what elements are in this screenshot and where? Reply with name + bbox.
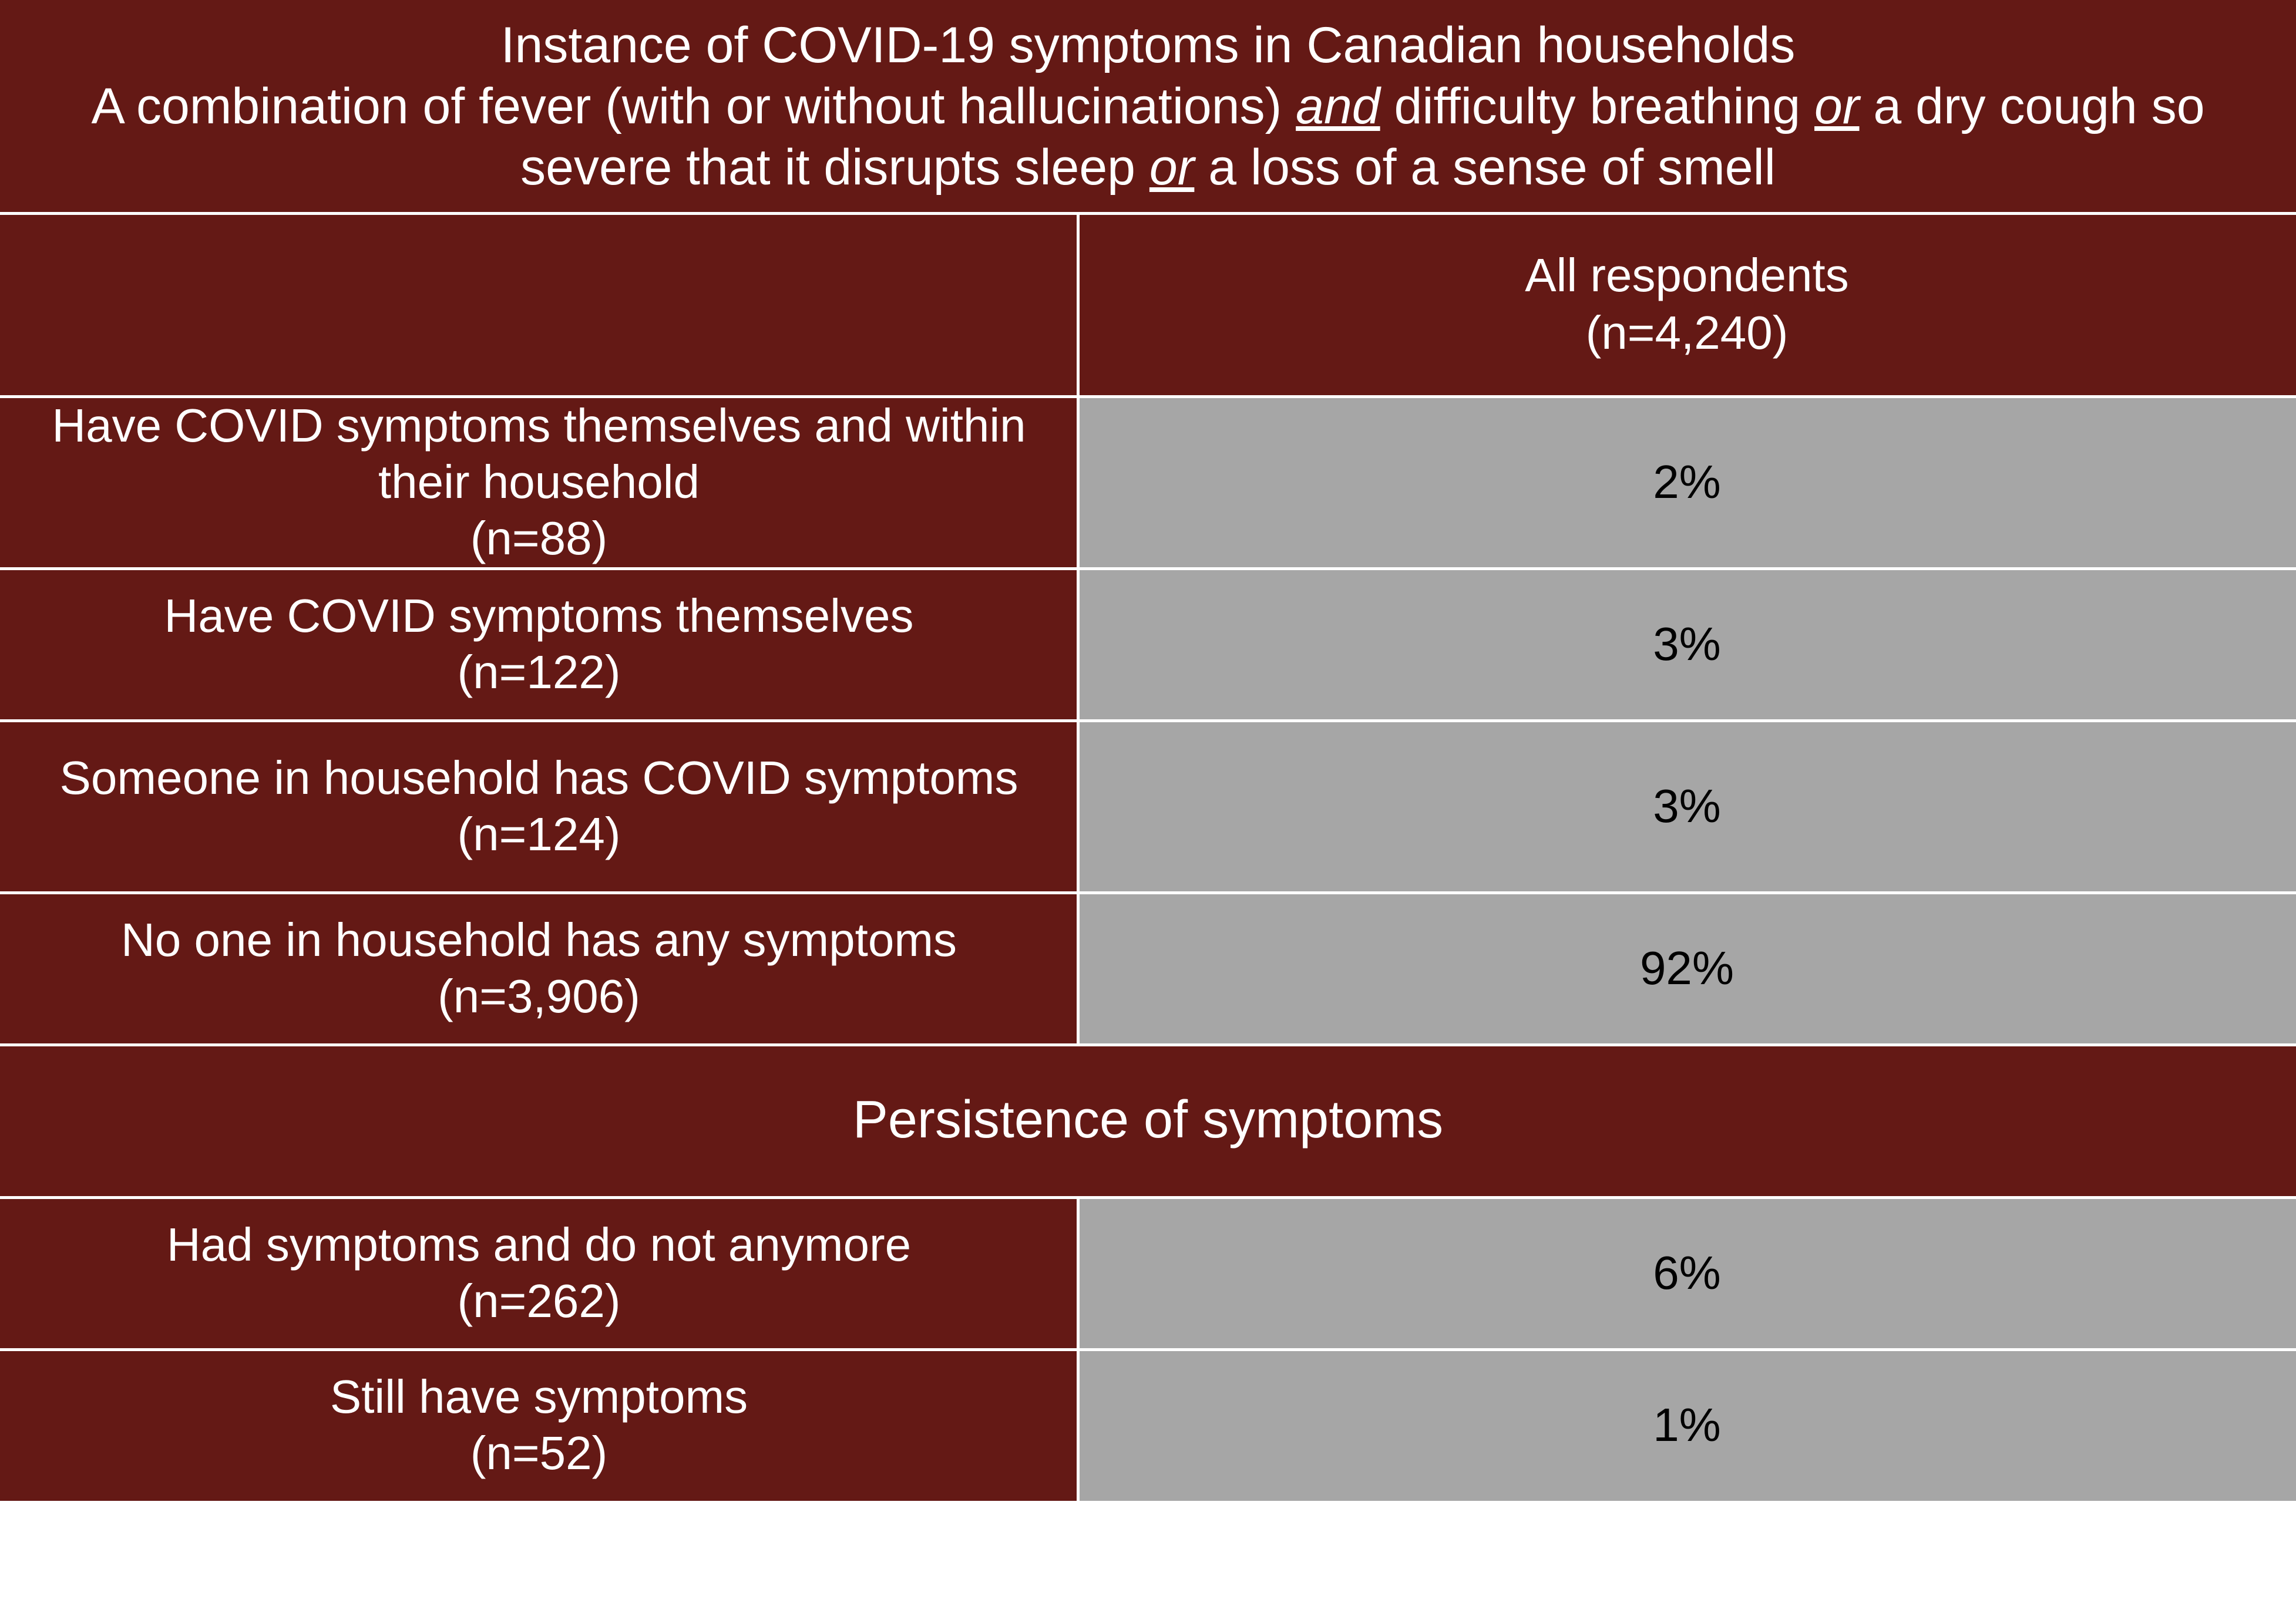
symptom-row-label-cell — [0, 396, 1078, 568]
persistence-row-n: (n=52) — [470, 1426, 608, 1479]
symptom-row-label-cell — [0, 568, 1078, 720]
grid-line — [0, 395, 2296, 398]
symptom-row-value: 2% — [1078, 396, 2296, 568]
symptom-row-n: (n=88) — [470, 511, 608, 564]
column-header-all-respondents — [1078, 213, 2296, 396]
grid-line — [0, 212, 2296, 215]
persistence-row-value: 1% — [1078, 1349, 2296, 1501]
symptom-row-n: (n=124) — [457, 807, 621, 860]
symptom-row-value: 3% — [1078, 568, 2296, 720]
persistence-row-n: (n=262) — [457, 1274, 621, 1327]
table-title-block — [0, 0, 2296, 213]
grid-line — [0, 719, 2296, 722]
grid-line — [0, 1348, 2296, 1351]
symptom-row-label-cell — [0, 892, 1078, 1044]
column-header-label: All respondents — [1525, 249, 1849, 301]
grid-line — [1077, 213, 1080, 1044]
grid-line — [0, 567, 2296, 570]
persistence-row-label: Had symptoms and do not anymore — [166, 1218, 912, 1271]
persistence-row-label-cell — [0, 1349, 1078, 1501]
subtitle-emphasis: or — [1814, 78, 1860, 134]
symptom-row-n: (n=122) — [457, 645, 621, 698]
persistence-row-label-cell — [0, 1197, 1078, 1349]
persistence-row-value: 6% — [1078, 1197, 2296, 1349]
grid-line — [0, 891, 2296, 894]
grid-line — [0, 1196, 2296, 1199]
persistence-row-label: Still have symptoms — [330, 1370, 748, 1423]
symptom-row-value: 92% — [1078, 892, 2296, 1044]
header-empty-cell — [0, 213, 1078, 396]
symptom-row-n: (n=3,906) — [438, 969, 640, 1022]
subtitle-text: difficulty breathing — [1380, 78, 1815, 134]
table-subtitle — [0, 76, 2296, 198]
symptom-row-label: Have COVID symptoms themselves — [164, 589, 914, 642]
symptom-row-value: 3% — [1078, 720, 2296, 892]
grid-line — [1077, 1197, 1080, 1501]
symptom-row-label: Someone in household has COVID symptoms — [59, 751, 1018, 804]
table-title: Instance of COVID-19 symptoms in Canadian households — [500, 17, 1796, 73]
column-header-n: (n=4,240) — [1585, 307, 1789, 359]
symptom-row-label: Have COVID symptoms themselves and within their household — [52, 399, 1026, 508]
subtitle-emphasis: and — [1296, 78, 1380, 134]
symptom-row-label-cell — [0, 720, 1078, 892]
symptom-row-label: No one in household has any symptoms — [120, 913, 957, 966]
subtitle-emphasis: or — [1149, 139, 1195, 196]
section-title-persistence: Persistence of symptoms — [0, 1044, 2296, 1197]
subtitle-text: a dry cough so severe that it disrupts sleep — [520, 78, 2205, 196]
subtitle-text: A combination of fever (with or without hallucinations) — [91, 78, 1296, 134]
subtitle-text: a loss of a sense of smell — [1194, 139, 1776, 196]
grid-line — [0, 1043, 2296, 1046]
